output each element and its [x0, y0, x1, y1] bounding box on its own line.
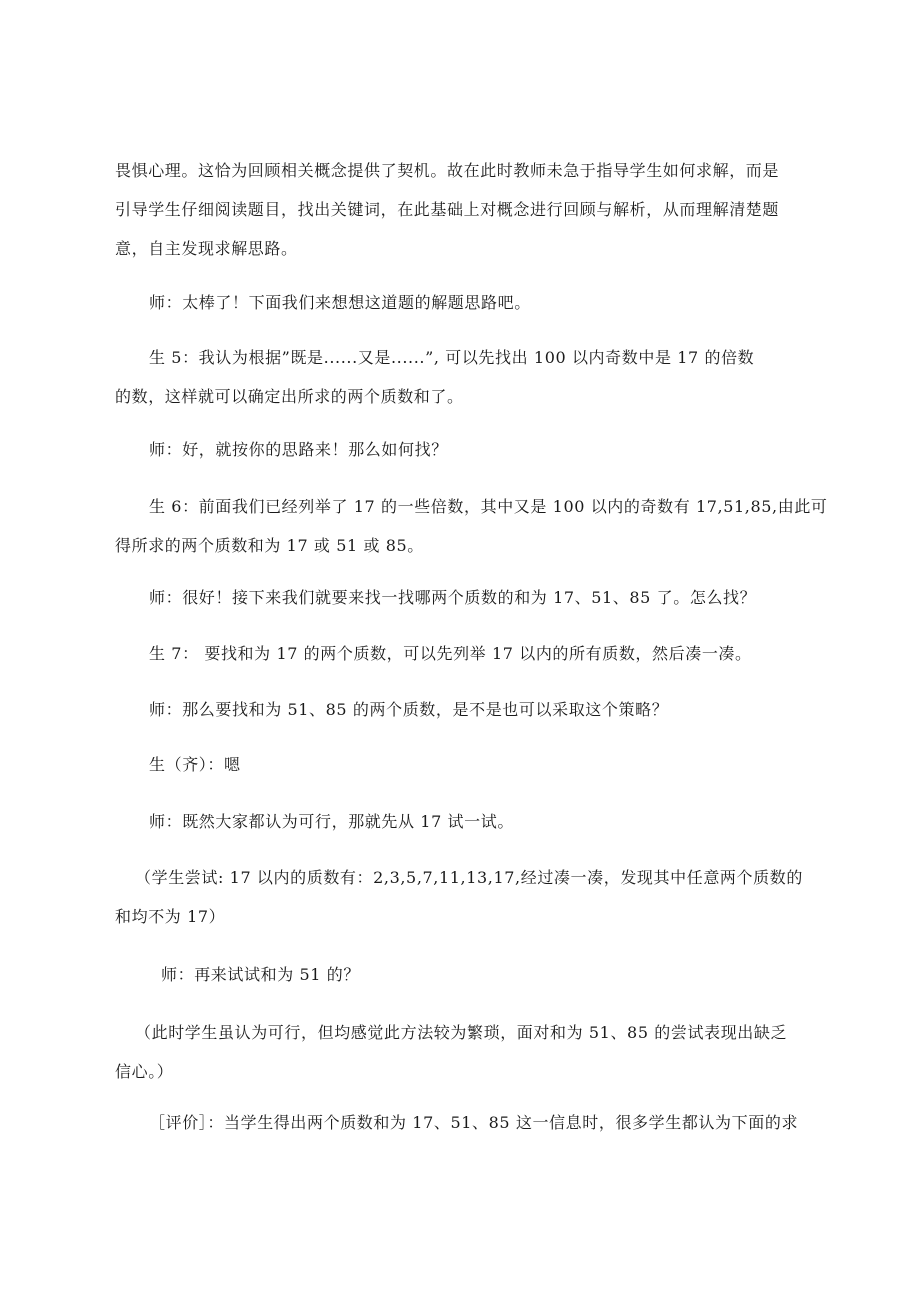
- text-line: （此时学生虽认为可行，但均感觉此方法较为繁琐，面对和为 51、85 的尝试表现出缺乏: [135, 1023, 788, 1042]
- text-line: 得所求的两个质数和为 17 或 51 或 85。: [115, 536, 424, 555]
- paragraph-evaluation: [115, 1103, 815, 1142]
- text-line: 师：那么要找和为 51、85 的两个质数，是不是也可以采取这个策略？: [149, 700, 669, 719]
- text-line: 生（齐）：嗯: [149, 755, 241, 774]
- paragraph-teacher-4: [115, 690, 815, 729]
- text-line: （学生尝试: 17 以内的质数有：2,3,5,7,11,13,17,经过凑一凑，发现其中任意两个质数的: [135, 868, 803, 887]
- paragraph-teacher-5: [115, 802, 815, 841]
- paragraph-teacher-3: [115, 578, 815, 617]
- text-line: 师：再来试试和为 51 的？: [161, 965, 360, 984]
- text-line: 生 5：我认为根据”既是......又是......”, 可以先找出 100 以内奇数中是 17 的倍数: [149, 348, 755, 367]
- text-line: 师：既然大家都认为可行，那就先从 17 试一试。: [149, 812, 514, 831]
- text-line: 的数，这样就可以确定出所求的两个质数和了。: [115, 387, 464, 406]
- text-line: 意，自主发现求解思路。: [115, 239, 298, 258]
- text-line: 师：太棒了！下面我们来想想这道题的解题思路吧。: [149, 293, 531, 312]
- text-line: 师：很好！接下来我们就要来找一找哪两个质数的和为 17、51、85 了。怎么找？: [149, 588, 757, 607]
- text-line: 和均不为 17）: [115, 907, 226, 926]
- paragraph-student-5: [115, 338, 815, 416]
- paragraph-student-6: [115, 487, 828, 565]
- paragraph-teacher-6: [115, 955, 815, 994]
- text-line: 师：好，就按你的思路来！那么如何找？: [149, 440, 448, 459]
- text-line: 信心。）: [115, 1062, 174, 1081]
- paragraph-continuation: [115, 151, 815, 268]
- text-line: ［评价］：当学生得出两个质数和为 17、51、85 这一信息时，很多学生都认为下面的求: [149, 1113, 799, 1132]
- paragraph-student-attempt: [115, 858, 815, 936]
- text-line: 生 6：前面我们已经列举了 17 的一些倍数，其中又是 100 以内的奇数有 17,51,85,由此可: [149, 497, 828, 516]
- text-line: 畏惧心理。这恰为回顾相关概念提供了契机。故在此时教师未急于指导学生如何求解，而是: [115, 161, 780, 180]
- text-line: 生 7： 要找和为 17 的两个质数，可以先列举 17 以内的所有质数，然后凑一凑。: [149, 644, 752, 663]
- paragraph-teacher-1: [115, 283, 815, 322]
- paragraph-student-7: [115, 634, 815, 673]
- paragraph-students-all: [115, 745, 815, 784]
- text-line: 引导学生仔细阅读题目，找出关键词，在此基础上对概念进行回顾与解析，从而理解清楚题: [115, 200, 780, 219]
- paragraph-teacher-2: [115, 430, 815, 469]
- paragraph-student-reaction: [115, 1013, 815, 1091]
